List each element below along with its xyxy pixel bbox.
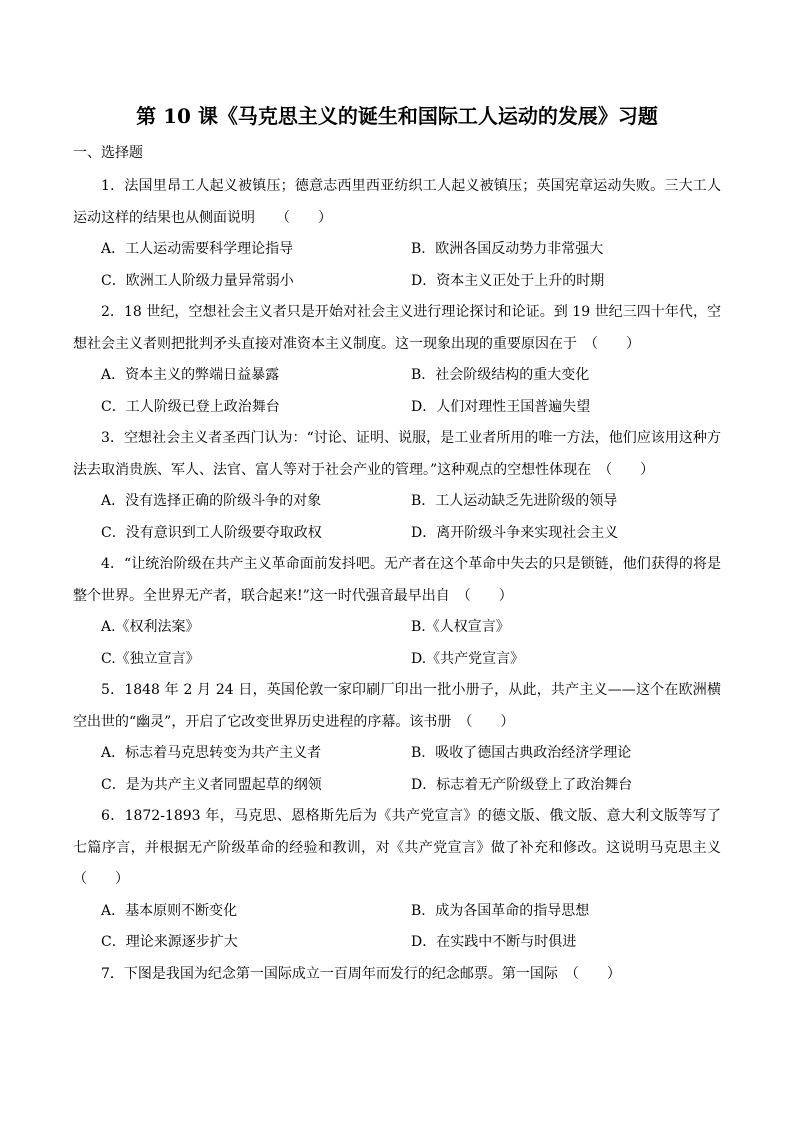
answer-option: B．欧洲各国反动势力非常强大 [411, 241, 604, 257]
answer-option: B.《人权宣言》 [411, 619, 510, 635]
answer-option: C．欧洲工人阶级力量异常弱小 [101, 272, 294, 289]
answer-option: B．社会阶级结构的重大变化 [411, 367, 590, 383]
answer-options [73, 738, 721, 801]
answer-option: B．吸收了德国古典政治经济学理论 [411, 745, 632, 761]
answer-option: C．是为共产主义者同盟起草的纲领 [101, 776, 322, 793]
question-5 [73, 675, 721, 801]
question-1 [73, 171, 721, 297]
question-2 [73, 297, 721, 423]
answer-options [73, 234, 721, 297]
answer-option: D.《共产党宣言》 [411, 650, 525, 667]
answer-option: A．基本原则不断变化 [101, 902, 238, 919]
question-7 [73, 959, 721, 991]
section-heading: 一、选择题 [73, 145, 143, 161]
answer-option: A．标志着马克思转变为共产主义者 [101, 745, 322, 761]
question-stem: 2．18 世纪，空想社会主义者只是开始对社会主义进行理论探讨和论证。到 19 世纪三四十年代，空想社会主义者则把批判矛头直接对准资本主义制度。这一现象出现的重要原因在于 （ ） [73, 304, 721, 352]
answer-option: C．理论来源逐步扩大 [101, 934, 238, 950]
question-stem: 3．空想社会主义者圣西门认为：“讨论、证明、说服，是工业者所用的唯一方法，他们应该用这种方法去取消贵族、军人、法官、富人等对于社会产业的管理。”这种观点的空想性体现在 （ ） [73, 430, 721, 478]
question-4 [73, 549, 721, 675]
answer-options [73, 360, 721, 423]
question-6 [73, 801, 721, 959]
document-title: 第 10 课《马克思主义的诞生和国际工人运动的发展》习题 [136, 104, 658, 128]
answer-option: C．没有意识到工人阶级要夺取政权 [101, 524, 322, 541]
answer-options [73, 612, 721, 675]
answer-option: A.《权利法案》 [101, 619, 200, 635]
question-stem: 1．法国里昂工人起义被镇压；德意志西里西亚纺织工人起义被镇压；英国宪章运动失败。三大工人运动这样的结果也从侧面说明 （ ） [73, 178, 721, 226]
question-stem: 6．1872-1893 年，马克思、恩格斯先后为《共产党宣言》的德文版、俄文版、意大利文版等写了七篇序言，并根据无产阶级革命的经验和教训，对《共产党宣言》做了补充和修改。这说明马克思主义（ ） [73, 808, 721, 887]
answer-option: A．工人运动需要科学理论指导 [101, 241, 294, 257]
answer-option: D．标志着无产阶级登上了政治舞台 [411, 776, 633, 793]
answer-option: C．工人阶级已登上政治舞台 [101, 398, 280, 415]
question-stem: 7．下图是我国为纪念第一国际成立一百周年而发行的纪念邮票。第一国际 （ ） [101, 965, 621, 982]
answer-option: D．在实践中不断与时俱进 [411, 934, 577, 950]
answer-option: D．离开阶级斗争来实现社会主义 [411, 524, 619, 541]
answer-option: A．没有选择正确的阶级斗争的对象 [101, 493, 322, 509]
answer-option: B．成为各国革命的指导思想 [411, 902, 590, 919]
answer-option: D．资本主义正处于上升的时期 [411, 272, 605, 289]
question-stem: 5．1848 年 2 月 24 日，英国伦敦一家印刷厂印出一批小册子，从此，共产主义——这个在欧洲横空出世的“幽灵”，开启了它改变世界历史进程的序幕。该书册 （ ） [73, 682, 721, 730]
answer-option: A．资本主义的弊端日益暴露 [101, 367, 280, 383]
question-stem: 4．“让统治阶级在共产主义革命面前发抖吧。无产者在这个革命中失去的只是锁链，他们获得的将是整个世界。全世界无产者，联合起来!”这一时代强音最早出自 （ ） [73, 556, 721, 604]
question-3 [73, 423, 721, 549]
answer-options [73, 486, 721, 549]
answer-options [73, 896, 721, 959]
answer-option: C.《独立宣言》 [101, 650, 200, 667]
answer-option: B．工人运动缺乏先进阶级的领导 [411, 493, 618, 509]
question-list [73, 171, 721, 990]
answer-option: D．人们对理性王国普遍失望 [411, 398, 591, 415]
